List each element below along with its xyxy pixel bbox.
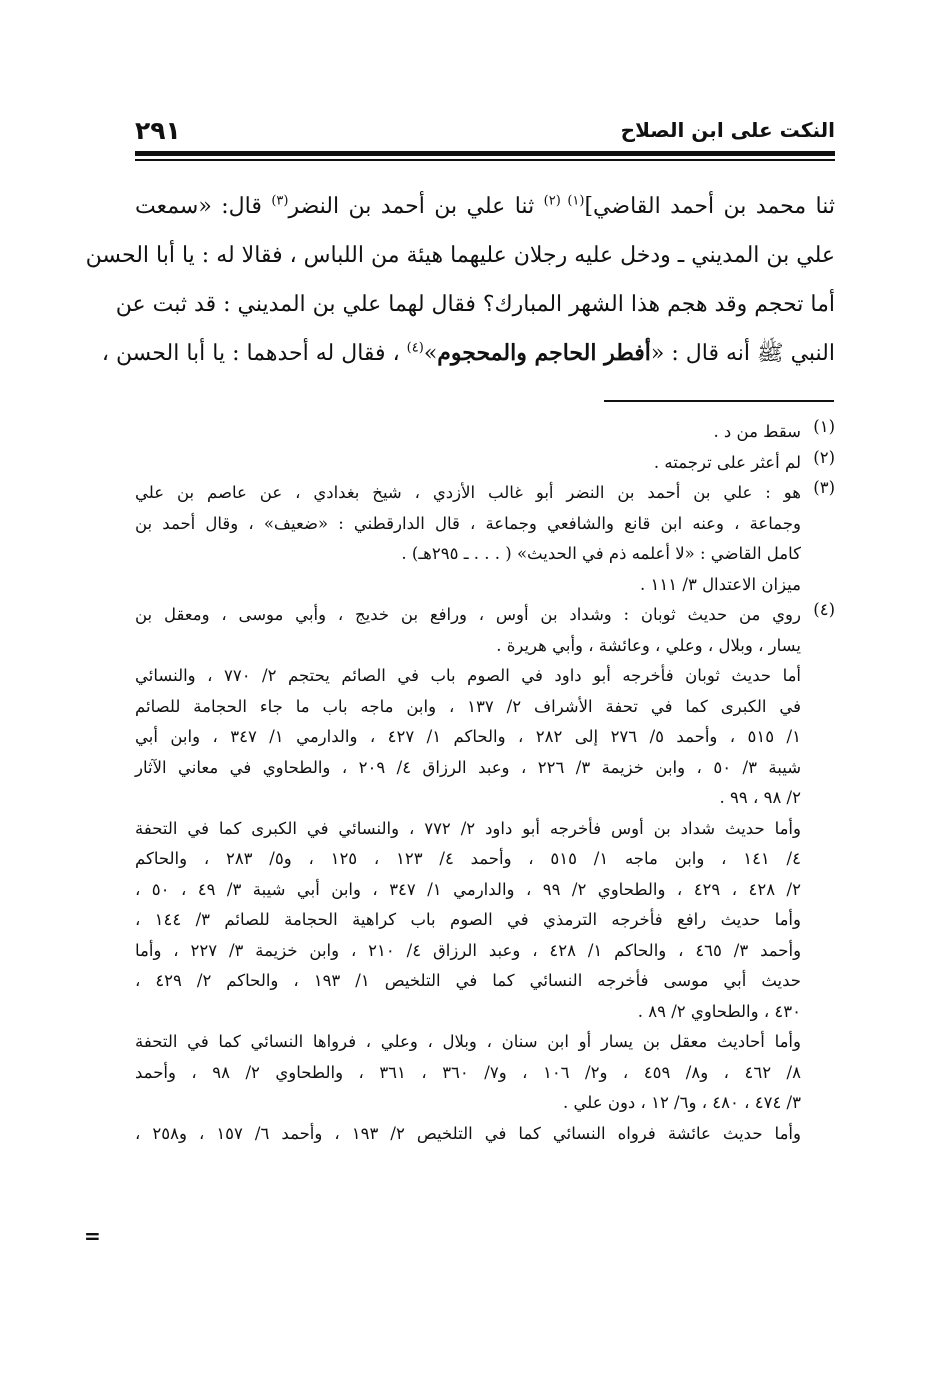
footnote-number: (٣)	[813, 478, 835, 497]
footnote-2: (٢) لم أعثر على ترجمته .	[653, 447, 835, 472]
main-line-4: النبي ﷺ أنه قال : «أفطر الحاجم والمحجوم»$^{(٤)}$ ، فقال له أحدهما : يا أبا الحسن ،	[101, 340, 835, 366]
maqil-line: ٣/ ٤٧٤ ، ٤٨٠ ، و٦/ ١٢ ، دون علي .	[563, 1093, 801, 1112]
maqil-line: ٨/ ٤٦٢ ، و٨/ ٤٥٩ ، و٢/ ١٠٦ ، و٧/ ٣٦٠ ، ٣٦١ ، والطحاوي ٢/ ٩٨ ، وأحمد	[135, 1062, 801, 1082]
footnote-ref: (٤)	[406, 340, 424, 356]
thawban-line: شيبة ٣/ ٥٠ ، وابن خزيمة ٣/ ٢٢٦ ، وعبد الرزاق ٤/ ٢٠٩ ، والطحاوي في معاني الآثار	[135, 757, 802, 777]
thawban-line: ٢/ ٩٨ ، ٩٩ .	[719, 788, 801, 807]
footnote-number: (٢)	[813, 447, 835, 467]
shaddad-line: وأما حديث رافع فأخرجه الترمذي في الصوم باب كراهية الحجامة للصائم ٣/ ١٤٤ ،	[135, 910, 801, 929]
shaddad-line: ٢/ ٤٢٨ ، ٤٢٩ ، والطحاوي ٢/ ٩٩ ، والدارمي ١/ ٣٤٧ ، وابن أبي شيبة ٣/ ٤٩ ، ٥٠ ،	[135, 879, 801, 899]
shaddad-line: حديث أبي موسى فأخرجه النسائي كما في التلخيص ١/ ١٩٣ ، والحاكم ٢/ ٤٢٩ ،	[135, 971, 801, 990]
thawban-line: في الكبرى كما في تحفة الأشراف ٢/ ١٣٧ ، وابن ماجه باب ما جاء الحجامة للصائم	[135, 696, 801, 716]
footnote-separator	[604, 400, 834, 402]
main-line-1: ثنا محمد بن أحمد القاضي]$^{(١) (٢)}$ ثنا علي بن أحمد بن النضر$^{(٣)}$ قال: «سمعت	[135, 193, 835, 219]
running-title: النكت على ابن الصلاح	[620, 118, 835, 142]
shaddad-line: وأحمد ٣/ ٤٦٥ ، والحاكم ١/ ٤٢٨ ، وعبد الرزاق ٤/ ٢١٠ ، وابن خزيمة ٣/ ٢٢٧ ، وأما	[135, 940, 802, 960]
aisha-line: وأما حديث عائشة فرواه النسائي كما في التلخيص ٢/ ١٩٣ ، وأحمد ٦/ ١٥٧ ، و٢٥٨ ،	[135, 1123, 801, 1143]
shaddad-line: وأما حديث شداد بن أوس فأخرجه أبو داود ٢/ ٧٧٢ ، والنسائي في الكبرى كما في التحفة	[135, 818, 801, 838]
header-rule-thick	[135, 151, 835, 156]
page-header	[135, 112, 835, 152]
footnote-4: (٤) روي من حديث ثوبان : وشداد بن أوس ، ورافع بن خديج ، وأبي موسى ، ومعقل بن يسار ، وبلال ، وعلي ، وعائشة ، وأبي هريرة . أما حديث ثوبان فأخرجه أبو داود في الصوم باب في الصائم يحتجم ٢/ ٧٧٠ ، والنسائي في الكبرى كما في تحفة الأشراف ٢/ ١٣٧ ، وابن ماجه باب ما جاء الحجامة للصائم ١/ ٥١٥ ، وأحمد ٥/ ٢٧٦ إلى ٢٨٢ ، والحاكم ١/ ٤٢٧ ، والدارمي ١/ ٣٤٧ ، وابن أبي شيبة ٣/ ٥٠ ، وابن خزيمة ٣/ ٢٢٦ ، وعبد الرزاق ٤/ ٢٠٩ ، والطحاوي في معاني الآثار ٢/ ٩٨ ، ٩٩ . وأما حديث شداد بن أوس فأخرجه أبو داود ٢/ ٧٧٢ ، والنسائي في الكبرى كما في التحفة ٤/ ١٤١ ، وابن ماجه ١/ ٥١٥ ، وأحمد ٤/ ١٢٣ ، ١٢٥ ، و٥/ ٢٨٣ ، والحاكم ٢/ ٤٢٨ ، ٤٢٩ ، والطحاوي ٢/ ٩٩ ، والدارمي ١/ ٣٤٧ ، وابن أبي شيبة ٣/ ٤٩ ، ٥٠ ، وأما حديث رافع فأخرجه الترمذي في الصوم باب كراهية الحجامة للصائم ٣/ ١٤٤ ، وأحمد ٣/ ٤٦٥ ، والحاكم ١/ ٤٢٨ ، وعبد الرزاق ٤/ ٢١٠ ، وابن خزيمة ٣/ ٢٢٧ ، وأما حديث أبي موسى فأخرجه النسائي كما في التلخيص ١/ ١٩٣ ، والحاكم ٢/ ٤٢٩ ، ٤٣٠ ، والطحاوي ٢/ ٨٩ . وأما أحاديث معقل بن يسار أو ابن سنان ، وبلال ، وعلي ، فرواها النسائي كما في التحفة ٨/ ٤٦٢ ، و٨/ ٤٥٩ ، و٢/ ١٠٦ ، و٧/ ٣٦٠ ، ٣٦١ ، والطحاوي ٢/ ٩٨ ، وأحمد ٣/ ٤٧٤ ، ٤٨٠ ، و٦/ ١٢ ، دون علي . وأما حديث عائشة فرواه النسائي كما في التلخيص ٢/ ١٩٣ ، وأحمد ٦/ ١٥٧ ، و٢٥٨ ،	[135, 600, 835, 1149]
footnotes	[135, 417, 835, 1149]
header-rule-thin	[135, 159, 835, 161]
main-line-2: علي بن المديني ـ ودخل عليه رجلان عليهما هيئة من اللباس ، فقالا له : يا أبا الحسن	[85, 243, 835, 268]
footnote-number: (١)	[813, 417, 835, 436]
shaddad-line: ٤/ ١٤١ ، وابن ماجه ١/ ٥١٥ ، وأحمد ٤/ ١٢٣ ، ١٢٥ ، و٥/ ٢٨٣ ، والحاكم	[135, 849, 801, 868]
thawban-line: ١/ ٥١٥ ، وأحمد ٥/ ٢٧٦ إلى ٢٨٢ ، والحاكم ١/ ٤٢٧ ، والدارمي ١/ ٣٤٧ ، وابن أبي	[135, 727, 801, 746]
continuation-mark: =	[84, 1224, 101, 1248]
footnote-number: (٤)	[813, 600, 835, 619]
hadith-quote: أفطر الحاجم والمحجوم	[437, 340, 651, 366]
main-text	[85, 182, 835, 378]
thawban-line: أما حديث ثوبان فأخرجه أبو داود في الصوم باب في الصائم يحتجم ٢/ ٧٧٠ ، والنسائي	[135, 666, 802, 685]
maqil-line: وأما أحاديث معقل بن يسار أو ابن سنان ، وبلال ، وعلي ، فرواها النسائي كما في التحفة	[135, 1032, 801, 1051]
footnote-ref: (٣)	[271, 193, 289, 209]
footnote-1: (١) سقط من د .	[713, 417, 835, 441]
shaddad-line: ٤٣٠ ، والطحاوي ٢/ ٨٩ .	[637, 1001, 801, 1021]
main-line-3: أما تحجم وقد هجم هذا الشهر المبارك؟ فقال لهما علي بن المديني : قد ثبت عن	[115, 292, 835, 317]
footnote-ref: (١) (٢)	[543, 193, 585, 209]
footnote-3: (٣) هو : علي بن أحمد بن النضر أبو غالب الأزدي ، شيخ بغدادي ، عن عاصم بن علي وجماعة ، وعنه ابن قانع والشافعي وجماعة ، قال الدارقطني : «ضعيف» ، وقال أحمد بن كامل القاضي : «لا أعلمه ذم في الحديث» ( . . . ـ ٢٩٥هـ) . ميزان الاعتدال ٣/ ١١١ .	[135, 478, 835, 594]
page-number: ٢٩١	[135, 116, 181, 145]
